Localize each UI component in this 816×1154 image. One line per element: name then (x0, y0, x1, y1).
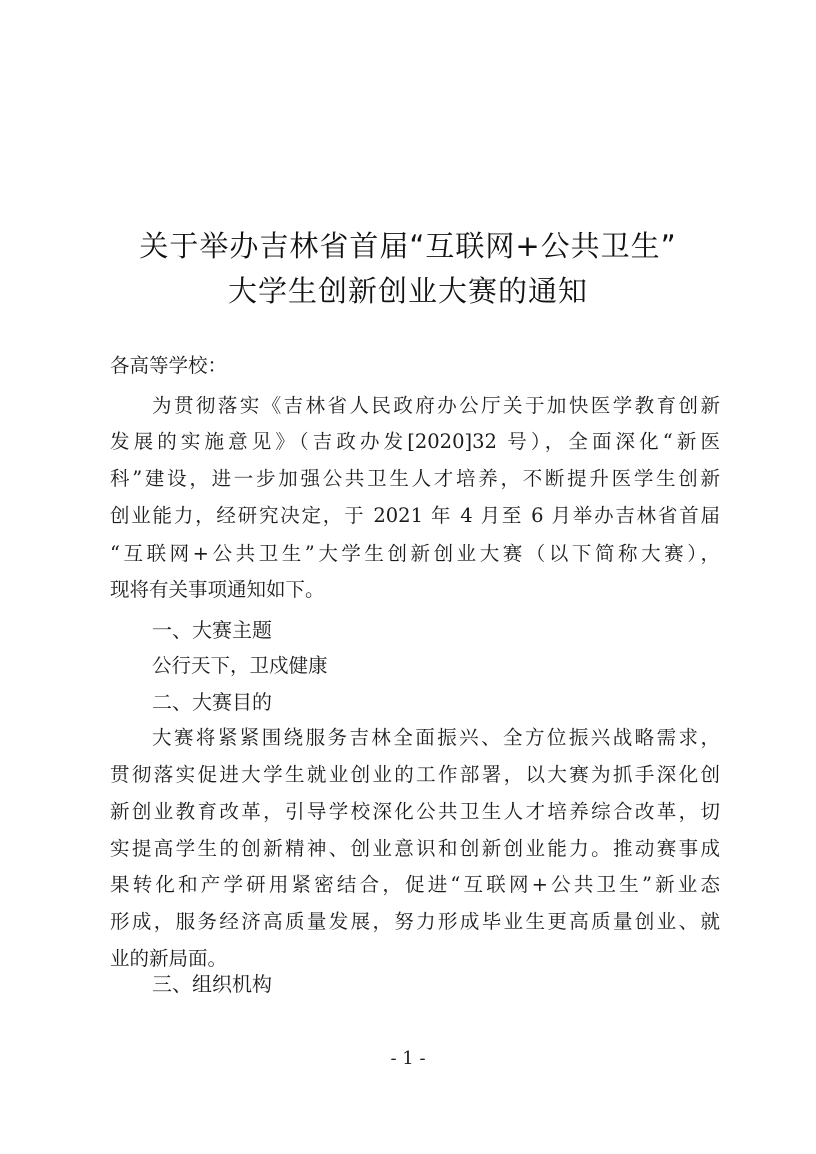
intro-line: 科”建设，进一步加强公共卫生人才培养，不断提升医学生创新 (110, 467, 720, 490)
intro-line: 发展的实施意见》（吉政办发[2020]32 号），全面深化“新医 (110, 430, 720, 453)
section-2-line: 贯彻落实促进大学生就业创业的工作部署，以大赛为抓手深化创 (110, 763, 720, 786)
salutation: 各高等学校： (110, 354, 228, 377)
section-1-text: 公行天下，卫戍健康 (152, 654, 328, 677)
section-1-heading: 一、大赛主题 (152, 618, 272, 642)
section-2-line: 实提高学生的创新精神、创业意识和创新创业能力。推动赛事成 (110, 837, 720, 860)
intro-line: 为贯彻落实《吉林省人民政府办公厅关于加快医学教育创新 (152, 394, 720, 417)
intro-line: 创业能力，经研究决定，于 2021 年 4 月至 6 月举办吉林省首届 (110, 504, 720, 527)
title-line-1: 关于举办吉林省首届“互联网+公共卫生” (139, 229, 677, 263)
intro-line: “互联网+公共卫生”大学生创新创业大赛（以下简称大赛）， (110, 542, 720, 565)
section-2-line: 新创业教育改革，引导学校深化公共卫生人才培养综合改革，切 (110, 800, 720, 823)
section-2-heading: 二、大赛目的 (152, 690, 272, 714)
section-2-line: 业的新局面。 (110, 947, 228, 970)
intro-line: 现将有关事项通知如下。 (110, 578, 325, 601)
section-3-heading: 三、组织机构 (152, 972, 272, 996)
section-2-line: 大赛将紧紧围绕服务吉林全面振兴、全方位振兴战略需求， (152, 726, 720, 749)
section-2-line: 果转化和产学研用紧密结合，促进“互联网+公共卫生”新业态 (110, 873, 720, 896)
section-2-line: 形成，服务经济高质量发展，努力形成毕业生更高质量创业、就 (110, 910, 720, 933)
page-number: - 1 - (390, 1048, 426, 1069)
title-line-2: 大学生创新创业大赛的通知 (227, 274, 588, 308)
